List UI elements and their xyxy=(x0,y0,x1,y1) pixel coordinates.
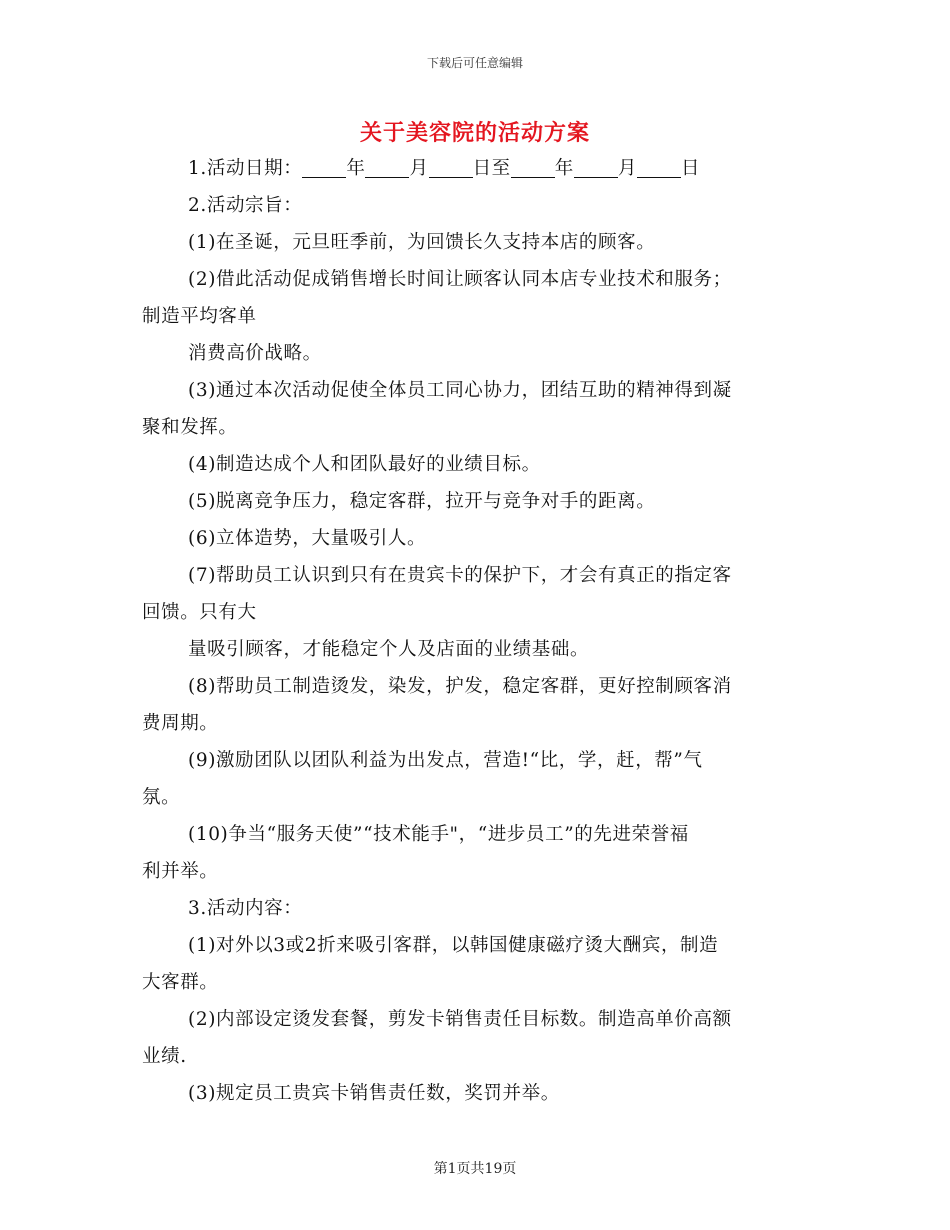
paragraph-line: 消费高价战略。 xyxy=(188,343,322,364)
paragraph-line: (1)对外以3或2折来吸引客群，以韩国健康磁疗烫大酬宾，制造 xyxy=(188,935,719,956)
paragraph-line: 制造平均客单 xyxy=(142,306,257,327)
paragraph-line: (1)在圣诞，元旦旺季前，为回馈长久支持本店的顾客。 xyxy=(188,232,656,253)
paragraph-line: 利并举。 xyxy=(142,861,219,882)
paragraph-line: (4)制造达成个人和团队最好的业绩目标。 xyxy=(188,454,541,475)
document-title: 关于美容院的活动方案 xyxy=(359,120,590,146)
date-unit: 年 xyxy=(554,158,574,179)
paragraph-line: 业绩. xyxy=(142,1046,187,1067)
paragraph-line: 费周期。 xyxy=(142,713,219,734)
date-unit: 年 xyxy=(346,158,366,179)
date-blank xyxy=(574,157,618,178)
paragraph-line: (2)借此活动促成销售增长时间让顾客认同本店专业技术和服务； xyxy=(188,269,732,290)
date-unit: 月 xyxy=(617,158,637,179)
date-label: 1.活动日期： xyxy=(188,158,303,179)
date-blank xyxy=(302,157,346,178)
date-blank xyxy=(637,157,681,178)
activity-date-line xyxy=(142,150,810,187)
paragraph-line: (7)帮助员工认识到只有在贵宾卡的保护下，才会有真正的指定客 xyxy=(188,565,732,586)
page-footer: 第1页共19页 xyxy=(433,1161,517,1177)
paragraph-line: (9)激励团队以团队利益为出发点，营造!“比，学，赶，帮”气 xyxy=(188,750,703,771)
paragraph-line: (3)通过本次活动促使全体员工同心协力，团结互助的精神得到凝 xyxy=(188,380,732,401)
paragraph-line: 3.活动内容： xyxy=(188,898,303,919)
paragraph-line: 2.活动宗旨： xyxy=(188,195,303,216)
text-lines xyxy=(142,187,810,1112)
date-unit: 日至 xyxy=(472,158,511,179)
date-blank xyxy=(365,157,409,178)
paragraph-line: (2)内部设定烫发套餐，剪发卡销售责任目标数。制造高单价高额 xyxy=(188,1009,732,1030)
paragraph-line: (5)脱离竞争压力，稳定客群，拉开与竞争对手的距离。 xyxy=(188,491,656,512)
paragraph-line: 氛。 xyxy=(142,787,181,808)
document-body xyxy=(142,150,810,1112)
paragraph-line: (8)帮助员工制造烫发，染发，护发，稳定客群，更好控制顾客消 xyxy=(188,676,732,697)
paragraph-line: 聚和发挥。 xyxy=(142,417,238,438)
paragraph-line: 回馈。只有大 xyxy=(142,602,257,623)
page-header: 下载后可任意编辑 xyxy=(426,56,523,70)
paragraph-line: (3)规定员工贵宾卡销售责任数，奖罚并举。 xyxy=(188,1083,560,1104)
date-unit: 日 xyxy=(681,158,701,179)
paragraph-line: 量吸引顾客，才能稳定个人及店面的业绩基础。 xyxy=(188,639,590,660)
date-blank xyxy=(429,157,473,178)
paragraph-line: 大客群。 xyxy=(142,972,219,993)
paragraph-line: (10)争当“服务天使”“技术能手"，“进步员工”的先进荣誉福 xyxy=(188,824,689,845)
date-unit: 月 xyxy=(409,158,429,179)
date-blank xyxy=(511,157,555,178)
paragraph-line: (6)立体造势，大量吸引人。 xyxy=(188,528,427,549)
